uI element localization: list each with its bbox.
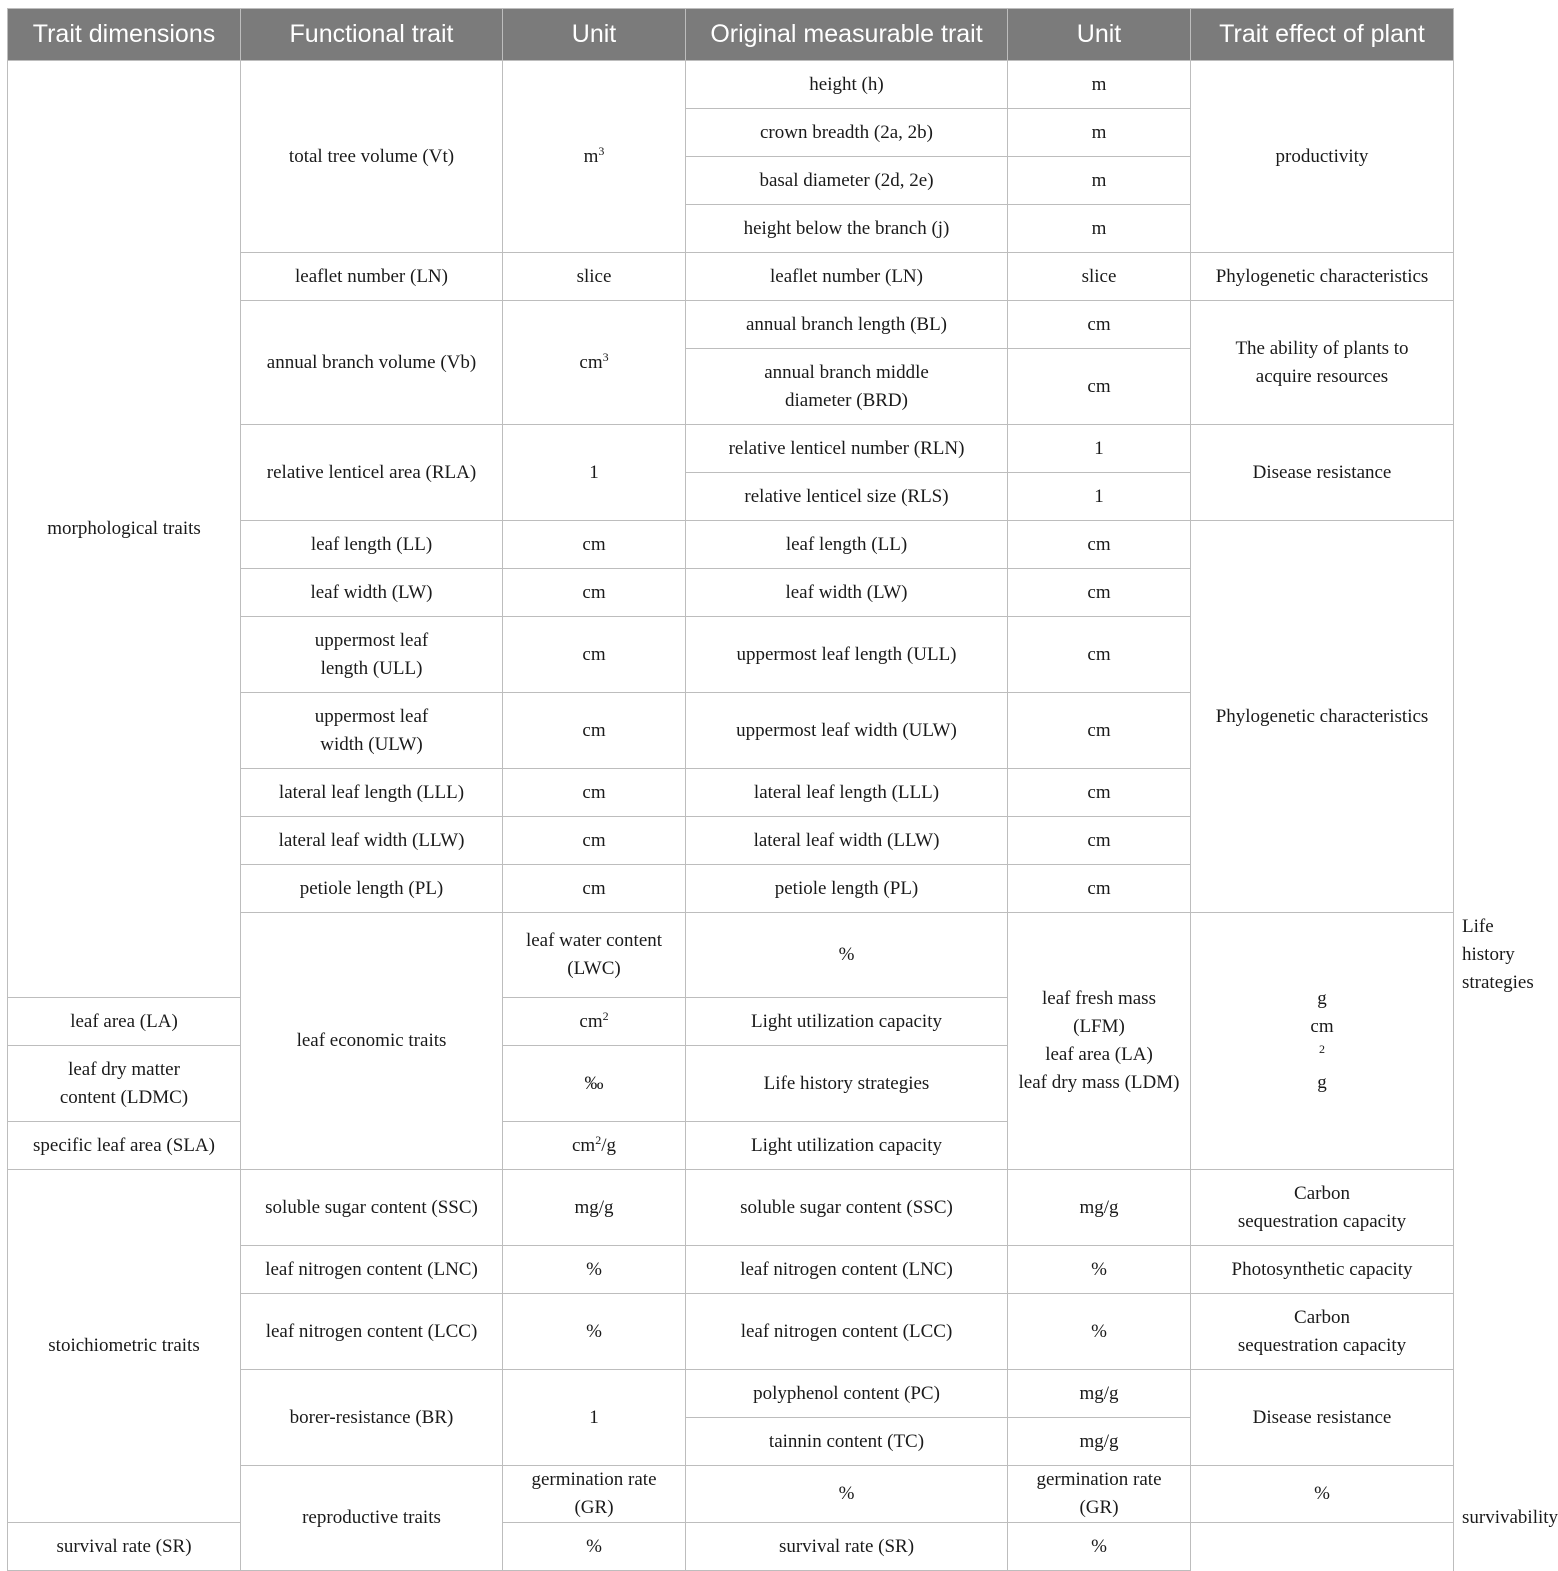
measurable-trait-cell: crown breadth (2a, 2b) (686, 109, 1008, 157)
measurable-unit-cell: cm (1008, 569, 1191, 617)
header-unit-measurable: Unit (1008, 9, 1191, 61)
header-original-measurable-trait: Original measurable trait (686, 9, 1008, 61)
measurable-unit-cell: mg/g (1008, 1170, 1191, 1246)
measurable-unit-cell: cm (1008, 769, 1191, 817)
effect-cell: Disease resistance (1191, 425, 1454, 521)
functional-trait-cell: leaf water content (LWC) (503, 913, 686, 998)
unit-cell: slice (503, 253, 686, 301)
measurable-trait-cell: uppermost leaf length (ULL) (686, 617, 1008, 693)
header-functional-trait: Functional trait (241, 9, 503, 61)
table-row (8, 61, 1454, 109)
unit-cell: cm (503, 817, 686, 865)
effect-cell: Life history strategies (686, 1046, 1008, 1122)
measurable-unit-cell: 1 (1008, 425, 1191, 473)
unit-cell: cm (503, 865, 686, 913)
functional-trait-cell: survival rate (SR) (8, 1523, 241, 1571)
unit-cell: $cm^2/g$ (503, 1122, 686, 1170)
unit-cell: 1 (503, 425, 686, 521)
functional-trait-cell: soluble sugar content (SSC) (241, 1170, 503, 1246)
unit-cell: % (503, 1246, 686, 1294)
unit-cell: % (503, 1294, 686, 1370)
measurable-trait-cell: basal diameter (2d, 2e) (686, 157, 1008, 205)
measurable-unit-cell: 1 (1008, 473, 1191, 521)
functional-trait-cell: leaf area (LA) (8, 998, 241, 1046)
measurable-trait-cell: height below the branch (j) (686, 205, 1008, 253)
unit-cell: cm (503, 617, 686, 693)
measurable-trait-cell: relative lenticel size (RLS) (686, 473, 1008, 521)
unit-cell: % (686, 1466, 1008, 1523)
measurable-trait-cell: annual branch middle diameter (BRD) (686, 349, 1008, 425)
unit-cell: 1 (503, 1370, 686, 1466)
table-row: leaf economic traits leaf water content (LWC) % leaf fresh mass (LFM) leaf area (LA) leaf dry mass (LDM) g cm $^2$ g Life history strategies (8, 913, 1454, 998)
functional-trait-cell: leaf nitrogen content (LNC) (241, 1246, 503, 1294)
header-trait-dimensions: Trait dimensions (8, 9, 241, 61)
unit-cell: ‰ (503, 1046, 686, 1122)
effect-cell: The ability of plants to acquire resources (1191, 301, 1454, 425)
measurable-unit-cell: cm (1008, 865, 1191, 913)
group-cell: reproductive traits (241, 1466, 503, 1571)
functional-trait-cell: uppermost leaf length (ULL) (241, 617, 503, 693)
measurable-unit-cell: slice (1008, 253, 1191, 301)
table-row (8, 1170, 1454, 1246)
measurable-unit-cell: cm (1008, 693, 1191, 769)
measurable-trait-cell: leaf nitrogen content (LCC) (686, 1294, 1008, 1370)
effect-cell: Phylogenetic characteristics (1191, 253, 1454, 301)
header-trait-effect: Trait effect of plant (1191, 9, 1454, 61)
measurable-trait-cell: soluble sugar content (SSC) (686, 1170, 1008, 1246)
unit-cell: $cm^3$ (503, 301, 686, 425)
measurable-trait-cell: polyphenol content (PC) (686, 1370, 1008, 1418)
effect-cell: Light utilization capacity (686, 1122, 1008, 1170)
group-cell: leaf economic traits (241, 913, 503, 1170)
measurable-unit-cell: mg/g (1008, 1418, 1191, 1466)
header-row (8, 9, 1454, 61)
header-unit: Unit (503, 9, 686, 61)
measurable-unit-cell: % (1008, 1523, 1191, 1571)
functional-trait-cell: leaf dry matter content (LDMC) (8, 1046, 241, 1122)
unit-cell: cm (503, 521, 686, 569)
effect-cell: productivity (1191, 61, 1454, 253)
effect-cell: Light utilization capacity (686, 998, 1008, 1046)
functional-trait-cell: leaflet number (LN) (241, 253, 503, 301)
measurable-trait-cell: relative lenticel number (RLN) (686, 425, 1008, 473)
measurable-unit-cell: % (1008, 1294, 1191, 1370)
functional-trait-cell: petiole length (PL) (241, 865, 503, 913)
measurable-trait-cell: leaf fresh mass (LFM) leaf area (LA) leaf dry mass (LDM) (1008, 913, 1191, 1170)
measurable-unit-cell: m (1008, 109, 1191, 157)
functional-trait-cell: leaf width (LW) (241, 569, 503, 617)
measurable-trait-cell: annual branch length (BL) (686, 301, 1008, 349)
measurable-trait-cell: leaflet number (LN) (686, 253, 1008, 301)
measurable-unit-cell: cm (1008, 521, 1191, 569)
measurable-unit-cell: cm (1008, 301, 1191, 349)
unit-cell: mg/g (503, 1170, 686, 1246)
functional-trait-cell: leaf length (LL) (241, 521, 503, 569)
unit-cell: cm (503, 569, 686, 617)
unit-cell: $cm^2$ (503, 998, 686, 1046)
functional-trait-cell: lateral leaf length (LLL) (241, 769, 503, 817)
measurable-trait-cell: tainnin content (TC) (686, 1418, 1008, 1466)
functional-trait-cell: lateral leaf width (LLW) (241, 817, 503, 865)
functional-trait-cell: annual branch volume (Vb) (241, 301, 503, 425)
measurable-trait-cell: lateral leaf length (LLL) (686, 769, 1008, 817)
unit-cell: % (503, 1523, 686, 1571)
measurable-trait-cell: leaf length (LL) (686, 521, 1008, 569)
table-row (8, 1523, 1454, 1571)
effect-cell: Carbon sequestration capacity (1191, 1294, 1454, 1370)
unit-cell: cm (503, 693, 686, 769)
measurable-trait-cell: survival rate (SR) (686, 1523, 1008, 1571)
measurable-unit-cell: cm (1008, 617, 1191, 693)
measurable-trait-cell: leaf width (LW) (686, 569, 1008, 617)
group-cell: stoichiometric traits (8, 1170, 241, 1523)
effect-cell: Photosynthetic capacity (1191, 1246, 1454, 1294)
effect-cell: Phylogenetic characteristics (1191, 521, 1454, 913)
measurable-unit-cell: cm (1008, 817, 1191, 865)
unit-cell: % (686, 913, 1008, 998)
measurable-unit-cell: mg/g (1008, 1370, 1191, 1418)
measurable-unit-cell: m (1008, 61, 1191, 109)
measurable-trait-cell: uppermost leaf width (ULW) (686, 693, 1008, 769)
measurable-trait-cell: petiole length (PL) (686, 865, 1008, 913)
functional-trait-cell: relative lenticel area (RLA) (241, 425, 503, 521)
measurable-unit-cell: % (1191, 1466, 1454, 1523)
functional-trait-cell: total tree volume (Vt) (241, 61, 503, 253)
table-row: reproductive traits germination rate (GR) % germination rate (GR) % survivability (8, 1466, 1454, 1523)
measurable-unit-cell: g cm $^2$ g (1191, 913, 1454, 1170)
unit-cell: $m^3$ (503, 61, 686, 253)
functional-trait-cell: borer-resistance (BR) (241, 1370, 503, 1466)
measurable-unit-cell: m (1008, 157, 1191, 205)
measurable-unit-cell: cm (1008, 349, 1191, 425)
measurable-trait-cell: height (h) (686, 61, 1008, 109)
functional-trait-cell: germination rate (GR) (503, 1466, 686, 1523)
unit-cell: cm (503, 769, 686, 817)
functional-trait-cell: leaf nitrogen content (LCC) (241, 1294, 503, 1370)
measurable-unit-cell: % (1008, 1246, 1191, 1294)
measurable-unit-cell: m (1008, 205, 1191, 253)
measurable-trait-cell: lateral leaf width (LLW) (686, 817, 1008, 865)
measurable-trait-cell: leaf nitrogen content (LNC) (686, 1246, 1008, 1294)
functional-trait-cell: uppermost leaf width (ULW) (241, 693, 503, 769)
effect-cell: Disease resistance (1191, 1370, 1454, 1466)
group-cell: morphological traits (8, 61, 241, 998)
trait-table (7, 8, 1558, 1571)
measurable-trait-cell: germination rate (GR) (1008, 1466, 1191, 1523)
effect-cell: Carbon sequestration capacity (1191, 1170, 1454, 1246)
functional-trait-cell: specific leaf area (SLA) (8, 1122, 241, 1170)
